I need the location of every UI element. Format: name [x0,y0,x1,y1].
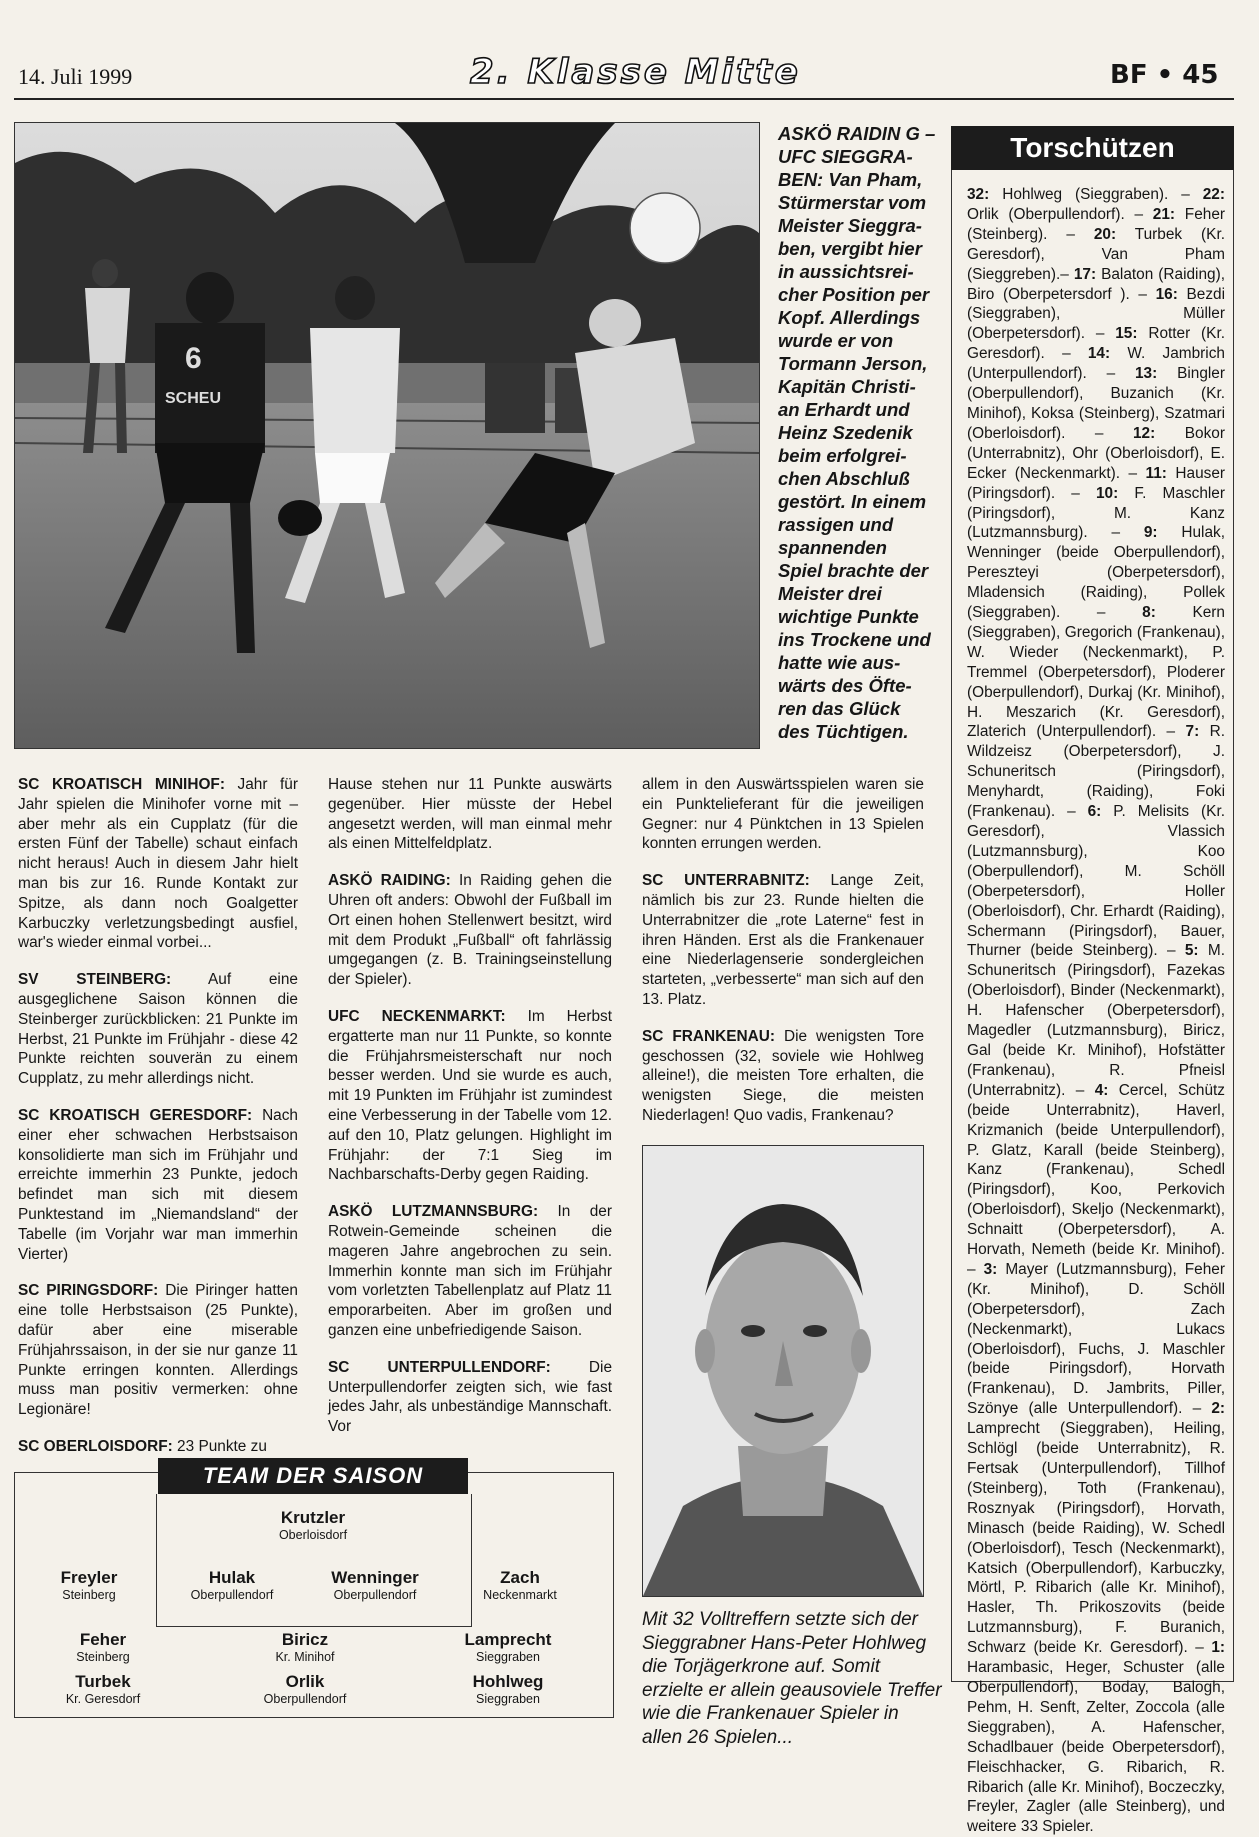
goal-count: 7: [1185,723,1200,741]
match-photo-image [15,123,759,748]
team-player: Lamprecht Sieggraben [464,1630,552,1664]
portrait-image [643,1146,923,1596]
team-player: Freyler Steinberg [60,1568,118,1602]
goal-count: 1: [1211,1639,1225,1657]
caption-line: an Erhardt und [778,399,910,420]
article-column-1 [18,775,298,1474]
caption-line: wichtige Punkte [778,606,919,627]
article-text: Nach einer eher schwachen Herbstsaison konsolidierte man sich im Frühjahr und erreichte immerhin 23 Punkte, jedoch befindet man sich mit diesem Punktestand im „Niemandsland“ der Tabelle (im Vorjahr war man immerhin Vierter) [18,1106,298,1263]
goal-count: 22: [1202,186,1225,203]
caption-line: spannenden [778,537,887,558]
article-text: Die Unterpullendorfer zeigten sich, wie fast jedes Jahr, als unbeständige Mannschaft. Vor [328,1358,612,1436]
team-player: Biricz Kr. Minihof [275,1630,335,1664]
article-team-name: SC OBERLOISDORF: [18,1437,173,1455]
article-paragraph [328,871,612,990]
article-team-name: SC KROATISCH MINIHOF: [18,776,225,793]
section-title: 2. Klasse Mitte [470,52,801,92]
goal-count: 21: [1152,205,1176,223]
goal-count: 32: [967,186,990,203]
article-team-name: SC UNTERRABNITZ: [642,872,810,890]
caption-line: hatte wie aus- [778,652,901,673]
caption-line: chen Abschluß [778,468,910,489]
article-team-name: ASKÖ LUTZMANNSBURG: [328,1203,539,1221]
scorers-title: Torschützen [951,126,1234,170]
caption-line: Stürmerstar vom [778,192,927,213]
article-team-name: ASKÖ RAIDING: [328,872,451,890]
caption-line: in aussichtsrei- [778,261,914,282]
caption-line: gestört. In einem [778,491,927,512]
article-paragraph [18,1281,298,1420]
article-column-3 [642,775,924,1143]
team-player: Krutzler Oberloisdorf [278,1508,348,1542]
goal-count: 9: [1143,524,1158,542]
caption-line: wärts des Öfte- [778,675,912,696]
article-team-name: SC FRANKENAU: [642,1027,775,1045]
caption-line: Meister drei [778,583,882,604]
team-player: Orlik Oberpullendorf [263,1672,347,1706]
article-paragraph [328,1202,612,1341]
photo-caption [778,122,948,743]
article-text: In Raiding gehen die Uhren oft anders: Obwohl der Fußball im Ort einen hohen Stellenwert besitzt, wird mit dem Produkt „Fußball“ oft fahrlässig umgegangen (z. B. Trainingseinstellung der Spieler). [328,872,612,989]
article-team-name: SC PIRINGSDORF: [18,1282,159,1300]
page-number: BF • 45 [1110,60,1219,90]
caption-line: cher Position per [778,284,930,305]
article-paragraph [328,775,612,854]
article-column-2 [328,775,612,1454]
article-text: Lange Zeit, nämlich bis zur 23. Runde hielten die Unterrabnitzer die „rote Laterne“ fest in ihren Händen. Erst als die Frankenauer eine Niederlagenserie sondergleichen starteten, „verbesserte“ man sich auf den 13. Platz. [642,872,924,1008]
article-text: Die wenigsten Tore geschossen (32, soviele wie Hohlweg alleine!), die meisten Tore erhalten, die wenigsten Siege, die meisten Niederlagen! Quo vadis, Frankenau? [642,1027,924,1124]
article-text: Im Herbst ergatterte man nur 11 Punkte, so konnte die Frühjahrsmeisterschaft nur noch besser werden. Und sie wurde es auch, mit 19 Punkten im Frühjahr ist zumindest eine Verbesserung in der Tabelle vom 12. auf den 10, Platz gelungen. Highlight im Frühjahr: der 7:1 Sieg im Nachbarschafts-Derby gegen Raiding. [328,1007,612,1184]
caption-line: wurde er von [778,330,894,351]
team-player: Hohlweg Sieggraben [472,1672,544,1706]
article-team-name: SC KROATISCH GERESDORF: [18,1106,253,1124]
caption-line: Spiel brachte der [778,560,929,581]
team-player: Hulak Oberpullendorf [190,1568,274,1602]
article-paragraph [642,871,924,1010]
goal-count: 10: [1096,484,1119,502]
article-team-name: SV STEINBERG: [18,971,172,989]
goal-count: 12: [1133,424,1156,442]
caption-line: ben, vergibt hier [778,238,922,259]
caption-line: Kopf. Allerdings [778,307,921,328]
goal-count: 8: [1142,604,1156,622]
article-paragraph [642,1027,924,1126]
article-team-name: UFC NECKENMARKT: [328,1007,506,1025]
jersey-number: 6 [185,342,202,375]
match-photo [14,122,760,749]
caption-line: Kapitän Christi- [778,376,916,397]
goal-count: 3: [983,1260,998,1278]
caption-line: Meister Sieggra- [778,215,922,236]
goal-count: 14: [1087,345,1111,363]
article-text: Die Piringer hatten eine tolle Herbstsaison (25 Punkte), dafür aber eine miserable Frühjahrssaison, in der sie nur ganze 11 Punkte erringen konnten. Allerdings muss man positiv vermerken: ohne Legionäre! [18,1282,298,1419]
goal-count: 5: [1184,942,1199,960]
caption-line: beim erfolgrei- [778,445,907,466]
article-text: In der Rotwein-Gemeinde scheinen die mageren Jahre angebrochen zu sein. Immerhin konnte man sich im Frühjahr vom vorletzten Tabellenplatz auf Platz 11 emporarbeiten. Aber im großen und ganzen eine unbefriedigende Saison. [328,1203,612,1339]
portrait-caption: Mit 32 Volltreffern setzte sich der Sieggrabner Hans-Peter Hohlweg die Torjägerkrone auf. Somit erzielte er allein geausoviele Treffer wie die Frankenauer Spieler in allen 26 Spielen... [642,1609,942,1748]
goal-count: 11: [1145,464,1167,482]
article-text: Auf eine ausgeglichene Saison können die Steinberger zurückblicken: 21 Punkte im Herbst, 21 Punkte im Frühjahr - diese 42 Punkte reichten souverän zu einem Cupplatz, zu mehr allerdings nicht. [18,971,298,1088]
team-of-season-title: TEAM DER SAISON [158,1458,468,1494]
team-player: Wenninger Oberpullendorf [331,1568,419,1602]
article-text: allem in den Auswärtsspielen waren sie ein Punktelieferant für die jeweiligen Gegner: nur 4 Pünktchen in 13 Spielen konnten errungen werden. [642,776,924,853]
goal-count: 16: [1155,285,1178,303]
caption-line: Tormann Jerson, [778,353,928,374]
goal-count: 2: [1211,1400,1225,1418]
article-paragraph [328,1007,612,1185]
scorers-list: 32: Hohlweg (Sieggraben). – 22: Orlik (Oberpullendorf). – 21: Feher (Steinberg). – 20: Turbek (Kr. Geresdorf), Van Pham (Sieggreben).– 17: Balaton (Raiding), Biro (Oberpetersdorf ). – 16: Bezdi (Sieggraben), Müller (Oberpetersdorf). – 15: Rotter (Kr. Geresdorf). – 14: W. Jambrich (Unterpullendorf). – 13: Bingler (Oberpullendorf), Buzanich (Kr. Minihof), Koksa (Steinberg), Szatmari (Oberloisdorf). – 12: Bokor (Unterrabnitz), Ohr (Oberloisdorf), E. Ecker (Neckenmarkt). – 11: Hauser (Piringsdorf). – 10: F. Maschler (Piringsdorf), M. Kanz (Lutzmannsburg). – 9: Hulak, Wenninger (beide Oberpullendorf), Pereszteyi (Oberpetersdorf), Mladensich (Raiding), Pollek (Sieggraben). – 8: Kern (Sieggraben), Gregorich (Frankenau), W. Wieder (Neckenmarkt), P. Tremmel (Oberpetersdorf), Ploderer (Oberpullendorf), Durkaj (Kr. Minihof), H. Meszarich (Kr. Geresdorf), Zlaterich (Unterpullendorf). – 7: R. Wildzeisz (Oberpetersdorf), J. Schuneritsch (Piringsdorf), Menyhardt, (Raiding), Foki (Frankenau). – 6: P. Melisits (Kr. Geresdorf), Vlassich (Lutzmannsburg), Koo (Oberpullendorf), M. Schöll (Oberpetersdorf), Holler (Oberloisdorf), Chr. Erhardt (Raiding), Schermann (Piringsdorf), Bauer, Thurner (beide Steinberg). – 5: M. Schuneritsch (Piringsdorf), Fazekas (Oberloisdorf), Binder (Neckenmarkt), H. Hafenscher (Oberpetersdorf), Magedler (Lutzmannsburg), Biricz, Gal (beide Kr. Minihof), Hofstätter (Frankenau), R. Pfneisl (Unterrabnitz). – 4: Cercel, Schütz (beide Unterrabnitz), Haverl, Krizmanich (beide Unterpullendorf), P. Glatz, Karall (beide Steinberg), Kanz (Frankenau), Schedl (Piringsdorf), Koo, Perkovich (Oberloisdorf), Skeljo (Neckenmarkt), Schnaitt (Oberpetersdorf), A. Horvath, Nemeth (beide Kr. Minihof). – 3: Mayer (Lutzmannsburg), Feher (Kr. Minihof), D. Schöll (Oberpetersdorf), Zach (Neckenmarkt), Lukacs (Oberloisdorf), Fuchs, J. Maschler (beide Piringsdorf), Horvath (Frankenau), D. Jambrits, Piller, Szönye (alle Unterpullendorf). – 2: Lamprecht (Sieggraben), Heiling, Schlögl (beide Unterrabnitz), R. Fertsak (Unterpullendorf), Tillhof (Steinberg), Toth (Frankenau), Rosznyak (Piringsdorf), Horvath, Minasch (beide Raiding), W. Schedl (Oberloisdorf), Tesch (Neckenmarkt), Katsich (Oberpullendorf), Karbuczky, Mörtl, P. Ribarich (alle Kr. Minihof), Hasler, Th. Prikoszovits (beide Lutzmannsburg), F. Buranich, Schwarz (beide Kr. Geresdorf). – 1: Harambasic, Heger, Schuster (alle Oberpullendorf), Boday, Balogh, Pehm, H. Senft, Zelter, Zoccola (alle Sieggraben), A. Hafenscher, Schadlbauer (beide Oberpetersdorf), Fleischhacker, G. Ribarich, R. Ribarich (alle Kr. Minihof), Boczeczky, Freyler, Zagler (alle Steinberg), und weitere 33 Spieler. [967,186,1226,1836]
article-text: Hause stehen nur 11 Punkte auswärts gegenüber. Hier müsste der Hebel angesetzt werden, will man einmal mehr als einen Mittelfeldplatz. [328,776,612,853]
jersey-text: SCHEU [165,390,222,407]
caption-line: des Tüchtigen. [778,721,909,742]
caption-line: UFC SIEGGRA- [778,146,913,167]
team-player: Turbek Kr. Geresdorf [65,1672,141,1706]
portrait-photo [642,1145,924,1597]
goal-count: 6: [1087,803,1102,821]
caption-line: ren das Glück [778,698,901,719]
article-paragraph [18,1106,298,1264]
caption-line: BEN: Van Pham, [778,169,923,190]
article-paragraph [18,970,298,1089]
goal-count: 4: [1094,1081,1109,1099]
article-paragraph [642,775,924,854]
header-divider [14,98,1234,100]
team-player: Feher Steinberg [76,1630,130,1664]
caption-line: ASKÖ RAIDIN G – [778,123,936,144]
article-team-name: SC UNTERPULLENDORF: [328,1358,551,1376]
article-paragraph [328,1358,612,1437]
caption-line: rassigen und [778,514,894,535]
team-player: Zach Neckenmarkt [483,1568,557,1602]
caption-line: Heinz Szedenik [778,422,913,443]
article-text: 23 Punkte zu [177,1437,267,1455]
caption-line: ins Trockene und [778,629,931,650]
article-paragraph [18,775,298,953]
goal-count: 15: [1115,325,1138,343]
article-paragraph [18,1437,298,1457]
goal-count: 20: [1093,225,1117,243]
goal-count: 13: [1135,365,1158,383]
article-text: Jahr für Jahr spielen die Minihofer vorne mit – aber mehr als ein Cupplatz (für die ersten Fünf der Tabelle) schaut einfach nicht heraus! Auch in diesem Jahr hielt man bis zur 16. Runde Kontakt zur Spitze, als dann noch Goalgetter Karbuczky verletzungsbedingt ausfiel, war's wieder einmal vorbei... [18,776,298,952]
goal-count: 17: [1073,265,1097,283]
issue-date: 14. Juli 1999 [18,64,133,89]
